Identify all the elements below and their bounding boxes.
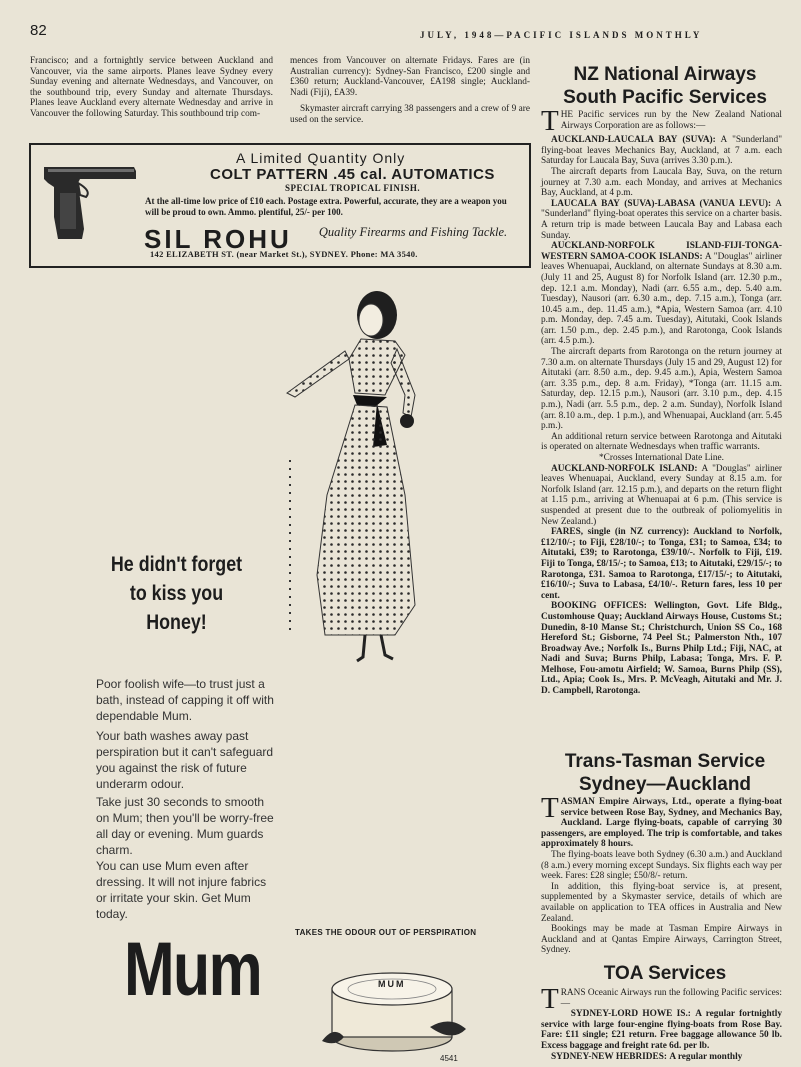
nz-section-body bbox=[541, 105, 782, 697]
toa-route-1-head: SYDNEY-LORD HOWE IS.: bbox=[570, 1009, 691, 1020]
toa-route-2-head: SYDNEY-NEW HEBRIDES: bbox=[551, 1051, 667, 1062]
nz-booking-text: Wellington, Govt. Life Bldg., Customhouse Quay; Auckland Airways House, Customs St.; Dunedin, 8-10 Manse St.; Christchurch, Union SS Co., 168 Hereford St.; Gisborne, 74 Peel St.; Palmerston Nth., 107 Broadway Ave.; Norfolk Is., Burns Philp Ltd.; Fiji, NAC, at Nadi and Suva; Burns Philp, Labasa; Tonga, Mrs. F. P. Melhose, Fou-amotu Airfield; W. Samoa, Burns Philp (SS), Ltd., Apia; Cook Is., Mrs. P. McVeagh, Aitutaki and Mr. J. D. Campbell, Rarotonga. bbox=[541, 601, 782, 697]
mum-ad-code: 4541 bbox=[440, 1054, 458, 1063]
intro-column-2 bbox=[290, 56, 530, 126]
tt-para-2: The flying-boats leave both Sydney (6.30 a.m.) and Auckland (8 a.m.) every morning except Sundays. Six flights each way per week. Fares: £28 single; £50/8/- return. bbox=[541, 849, 782, 882]
mum-jar-label: MUM bbox=[378, 979, 406, 989]
nz-route-3-text: A "Douglas" airliner leaves Whenuapai, Auckland, on alternate Sundays at 8.30 a.m. (July 11 and 25, August 8) for Norfolk Island (arr. 12.30 p.m., dep. 12.1 a.m. Monday), Nadi (arr. 6.55 a.m., dep. 5.40 a.m. Tuesday), Nausori (arr. 6.30 a.m., dep. 7.15 a.m.), Tonga (arr. 10.45 a.m., dep. 11.45 a.m.), *Apia, Western Samoa (arr. 4.10 p.m. Monday, dep. 7.45 a.m. Tuesday), Aitutaki, Cook Islands (arr. 1.50 p.m., dep. 2.45 p.m.), and Rarotonga, Cook Islands (arr. 4.5 p.m.). bbox=[541, 251, 782, 347]
mum-headline-line-2: to kiss you bbox=[129, 582, 224, 605]
nz-route-3-text-3: An additional return service between Rarotonga and Aitutaki is operated on alternate Wednesdays when traffic warrants. bbox=[541, 431, 782, 453]
toa-route-1-text: A regular fortnightly service with large four-engine flying-boats from Rose Bay. Fare: £11 single; £21 return. Free baggage allowance 50 lb. Excess baggage and freight rate 6d. per lb. bbox=[541, 1009, 783, 1051]
tt-section-body bbox=[541, 792, 782, 956]
nz-section-title bbox=[545, 63, 785, 109]
tt-para-4: Bookings may be made at Tasman Empire Airways in Auckland and at Qantas Empire Airways, Carrington Street, Sydney. bbox=[541, 924, 782, 956]
tt-title-line-2: Sydney—Auckland bbox=[578, 774, 752, 795]
nz-fares-text: single (in NZ currency): Auckland to Norfolk, £12/10/-; to Fiji, £28/10/-; to Tonga, £31; to Samoa, £34; to Aitutaki, £39; to Rarotonga, £39/10/-. Norfolk to Fiji, £19. Fiji to Tonga, £8/15/-; to Samoa, £13; to Aitutaki, £29/15/-; to Rarotonga, £31. Samoa to Rarotonga, £17/15/-; to Aitutaki, £16/10/-; Suva to Labasa, £4/10/-. Return fares, less 10 per cent. bbox=[541, 527, 782, 601]
colt-subtitle: SPECIAL TROPICAL FINISH. bbox=[285, 183, 421, 193]
tt-para-3: In addition, this flying-boat service is, at present, supplemented by a Skymaster service, details of which are available on application to TEA offices in Australia and New Zealand. bbox=[541, 881, 782, 924]
nz-route-3-head: AUCKLAND-NORFOLK ISLAND-FIJI-TONGA-WESTERN SAMOA-COOK ISLANDS: bbox=[541, 241, 782, 262]
nz-route-2-head: LAUCALA BAY (SUVA)-LABASA (VANUA LEVU): bbox=[551, 198, 772, 209]
mum-copy-4: You can use Mum even after dressing. It will not injure fabrics or irritate your skin. Get Mum today. bbox=[96, 859, 267, 921]
colt-limited-heading: A Limited Quantity Only bbox=[236, 150, 406, 166]
toa-section-title: TOA Services bbox=[603, 963, 727, 984]
mum-copy-1: Poor foolish wife—to trust just a bath, instead of capping it off with dependable Mum. bbox=[96, 677, 274, 723]
page-number: 82 bbox=[30, 22, 47, 39]
mum-headline-line-3: Honey! bbox=[146, 611, 207, 634]
nz-title-line-1: NZ National Airways bbox=[573, 64, 757, 85]
colt-address: 142 ELIZABETH ST. (near Market St.), SYDNEY. Phone: MA 3540. bbox=[150, 249, 418, 259]
intro-col1-text: Francisco; and a fortnightly service between Auckland and Vancouver, via the same airports. Planes leave Sydney every Sunday evening and alternate Wednesdays, and Vancouver, on the southbound trip, every Sunday and alternate Thursdays. Planes leave Auckland every alternate Wednesday and arrive in Vancouver the following Saturday. This southbound trip com- bbox=[30, 56, 273, 119]
nz-intro-dropcap: T bbox=[541, 105, 559, 137]
colt-brand: SIL ROHU bbox=[144, 224, 292, 254]
mum-copy-2: Your bath washes away past perspiration but it can't safeguard you against the risk of future underarm odour. bbox=[96, 729, 274, 791]
toa-dropcap: T bbox=[541, 983, 559, 1015]
tt-dropcap: T bbox=[541, 792, 559, 824]
running-title: JULY, 1948—PACIFIC ISLANDS MONTHLY bbox=[420, 30, 703, 40]
nz-route-1-text: A "Sunderland" flying-boat leaves Mechanics Bay, Auckland, at 7 a.m. each Saturday for Laucala Bay, Suva (arrives 3.30 p.m.). bbox=[541, 135, 782, 167]
nz-route-2-text: A "Sunderland" flying-boat operates this service on a charter basis. A return trip is made between Laucala Bay and Labasa each Sunday. bbox=[541, 198, 782, 241]
nz-intro: HE Pacific services run by the New Zealand National Airways Corporation are as follows:— bbox=[560, 110, 782, 131]
toa-section-body bbox=[541, 983, 783, 1062]
nz-route-1-head: AUCKLAND-LAUCALA BAY (SUVA): bbox=[551, 135, 716, 146]
nz-route-3-text-2: The aircraft departs from Rarotonga on the return journey at 7.30 a.m. on alternate Thursdays (July 15 and 29, August 12) for Aitutaki (arr. 8.50 a.m., dep. 9.45 a.m.), Apia, Western Samoa (arr. 3.35 p.m., dep. 8 a.m. Friday), *Tonga (arr. 11.15 a.m. Saturday, dep. 12.15 p.m.), Nausori (arr. 3.10 p.m., dep. 4.15 p.m.), Nadi (arr. 5.5 p.m., dep. 2 a.m. Sunday), Norfolk Island (arr. 8.10 a.m., dep. 1 p.m.), and Whenuapai, Auckland (arr. 5.45 p.m.). bbox=[541, 347, 782, 432]
mum-logo: Mum bbox=[124, 927, 262, 1012]
colt-title: COLT PATTERN .45 cal. AUTOMATICS bbox=[210, 166, 495, 183]
colt-body: At the all-time low price of £10 each. Postage extra. Powerful, accurate, they are a weapon you will be proud to own. Ammo. plentiful, 25/- per 100. bbox=[145, 196, 507, 217]
nz-route-3-note: *Crosses International Date Line. bbox=[599, 453, 724, 463]
nz-fares-head: FARES, bbox=[551, 527, 584, 538]
tt-title-line-1: Trans-Tasman Service bbox=[564, 751, 766, 772]
intro-column-1 bbox=[30, 56, 273, 120]
mum-jar-icon bbox=[320, 955, 470, 1055]
mum-headline-line-1: He didn't forget bbox=[110, 553, 243, 576]
mum-tagline: TAKES THE ODOUR OUT OF PERSPIRATION bbox=[295, 928, 477, 937]
intro-col2-p1: mences from Vancouver on alternate Fridays. Fares are (in Australian currency): Sydney-San Francisco, £200 single and £360 return; Auckland-Vancouver, £A198 single; Auckland-Nadi (Fiji), £A39. bbox=[290, 56, 530, 98]
colt-tagline: Quality Firearms and Fishing Tackle. bbox=[318, 225, 508, 239]
intro-col2-p2: Skymaster aircraft carrying 38 passengers and a crew of 9 are used on the service. bbox=[290, 104, 530, 125]
pistol-illustration-icon bbox=[40, 157, 140, 245]
tt-para-1: ASMAN Empire Airways, Ltd., operate a flying-boat service between Rose Bay, Sydney, and Mechanics Bay, Auckland. Large flying-boats, capable of carrying 30 passengers, are employed. The trip is comfortable, and takes approximately 8 hours. bbox=[541, 797, 782, 850]
mum-copy-3: Take just 30 seconds to smooth on Mum; then you'll be worry-free all day or evening. Mum guards charm. bbox=[96, 795, 274, 857]
tt-section-title bbox=[545, 750, 785, 796]
nz-title-line-2: South Pacific Services bbox=[563, 87, 767, 108]
mum-headline bbox=[100, 550, 253, 637]
nz-booking-head: BOOKING OFFICES: bbox=[551, 601, 647, 612]
nz-route-4-head: AUCKLAND-NORFOLK ISLAND: bbox=[551, 463, 698, 474]
nz-route-4-text: A "Douglas" airliner leaves Whenuapai, Auckland, every Sunday at 8.15 a.m. for Norfolk Island (arr. 12.15 p.m.), and departs on the return flight at 1.15 p.m., arriving at Whenuapai at 6 p.m. (This service is suspended at present due to the outbreak of poliomyelitis in New Zealand.) bbox=[541, 463, 782, 527]
toa-para-1: RANS Oceanic Airways run the following Pacific services:— bbox=[560, 988, 782, 1009]
toa-route-2-text: A regular monthly bbox=[669, 1051, 743, 1062]
nz-route-1-text-2: The aircraft departs from Laucala Bay, Suva, on the return journey at 7.30 a.m. each Monday, and arrives at Mechanics Bay, Auckland, at 4 p.m. bbox=[541, 166, 782, 199]
dotted-line-decoration-icon bbox=[270, 460, 310, 630]
